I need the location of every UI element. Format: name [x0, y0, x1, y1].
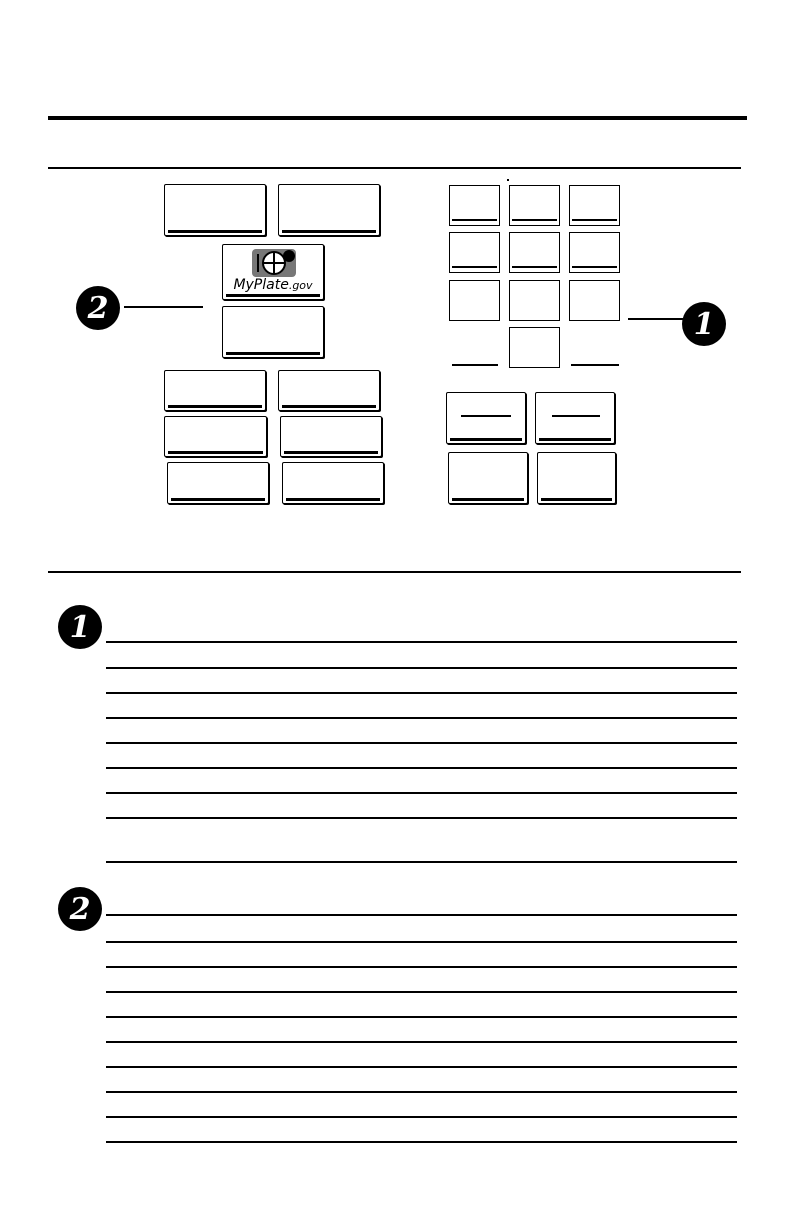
top-divider — [48, 167, 741, 169]
keypad-key[interactable] — [509, 327, 560, 368]
keypad-key[interactable] — [509, 232, 560, 273]
write-line — [106, 991, 737, 993]
write-line — [106, 1041, 737, 1043]
panel-button-5[interactable] — [278, 370, 380, 411]
panel-button-2[interactable] — [278, 184, 380, 236]
keypad-blank-left — [452, 364, 498, 366]
section-badge-1: 1 — [58, 605, 102, 649]
action-button-2[interactable] — [535, 392, 615, 444]
section-badge-2: 2 — [58, 887, 102, 931]
panel-button-3[interactable] — [222, 306, 324, 358]
write-line — [106, 966, 737, 968]
action-button-3[interactable] — [448, 452, 528, 504]
callout-leader-1 — [628, 318, 686, 320]
header-rule — [48, 116, 747, 120]
write-line — [106, 767, 737, 769]
write-line — [106, 792, 737, 794]
write-line — [106, 667, 737, 669]
keypad-key[interactable] — [449, 185, 500, 226]
panel-button-8[interactable] — [167, 462, 269, 504]
panel-button-4[interactable] — [164, 370, 266, 411]
keypad-key[interactable] — [569, 232, 620, 273]
write-line — [106, 641, 737, 643]
write-line — [106, 717, 737, 719]
write-line — [106, 861, 737, 863]
write-line — [106, 1116, 737, 1118]
write-line — [106, 1141, 737, 1143]
keypad-blank-right — [571, 364, 619, 366]
myplate-button[interactable] — [222, 244, 324, 300]
keypad-dot — [507, 179, 509, 181]
write-line — [106, 742, 737, 744]
myplate-logo-text: MyPlate.gov — [233, 277, 313, 293]
keypad-key[interactable] — [449, 232, 500, 273]
section-divider — [48, 571, 741, 573]
keypad-key[interactable] — [569, 185, 620, 226]
write-line — [106, 941, 737, 943]
panel-button-1[interactable] — [164, 184, 266, 236]
keypad-key[interactable] — [449, 280, 500, 321]
keypad-key[interactable] — [569, 280, 620, 321]
write-line — [106, 1016, 737, 1018]
write-line — [106, 914, 737, 916]
callout-badge-1: 1 — [682, 302, 726, 346]
panel-button-9[interactable] — [282, 462, 384, 504]
panel-button-7[interactable] — [280, 416, 382, 457]
write-line — [106, 692, 737, 694]
keypad-key[interactable] — [509, 280, 560, 321]
plate-icon — [251, 248, 297, 278]
action-button-1[interactable] — [446, 392, 526, 444]
panel-button-6[interactable] — [164, 416, 267, 457]
write-line — [106, 1066, 737, 1068]
write-line — [106, 1091, 737, 1093]
action-button-4[interactable] — [537, 452, 616, 504]
keypad-key[interactable] — [509, 185, 560, 226]
write-line — [106, 817, 737, 819]
callout-leader-2 — [124, 306, 203, 308]
callout-badge-2: 2 — [76, 286, 120, 330]
